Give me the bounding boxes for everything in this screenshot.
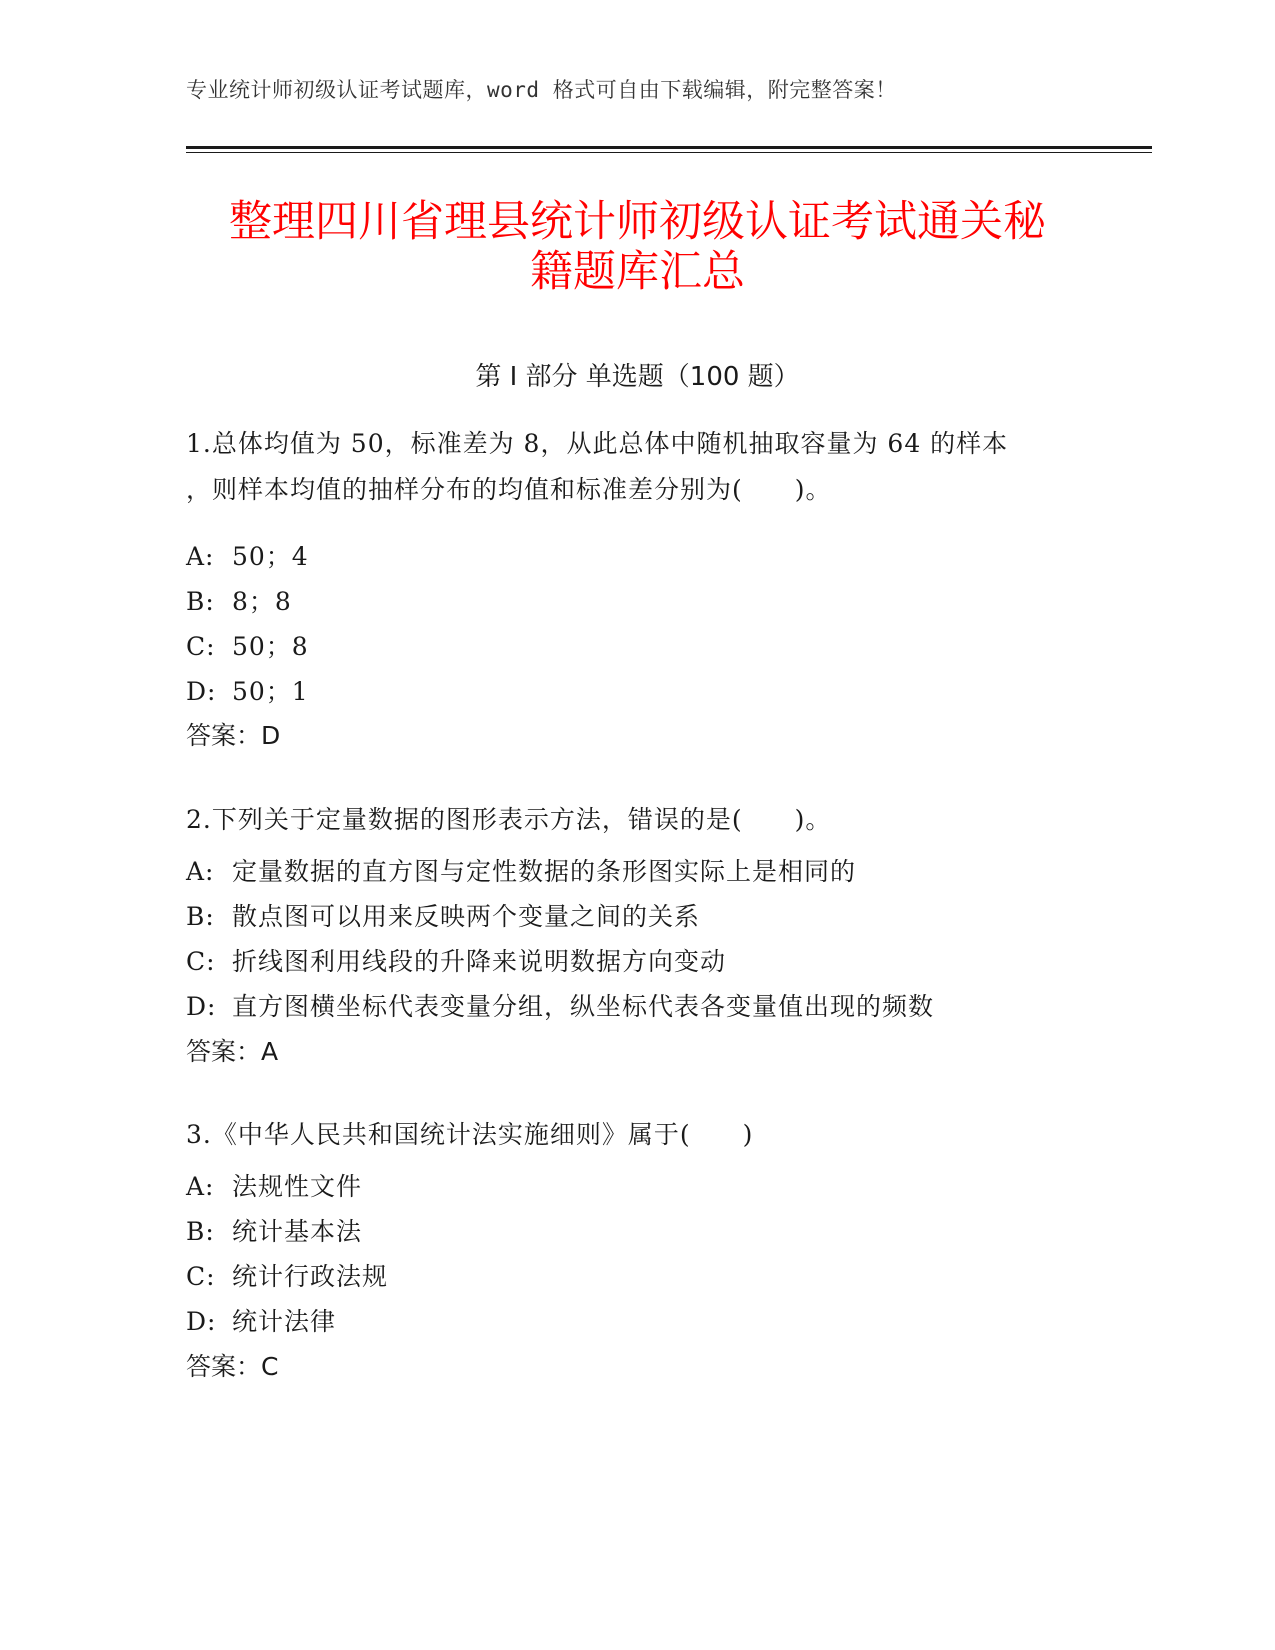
question-2-option-d (186, 987, 934, 1023)
question-3-stem (186, 1112, 1086, 1158)
option-letter: C: (186, 947, 216, 976)
option-letter: B: (186, 1217, 215, 1246)
option-text: 折线图利用线段的升降来说明数据方向变动 (232, 947, 727, 976)
question-3-option-c (186, 1257, 388, 1293)
document-title (160, 197, 1115, 297)
option-text: 50；4 (232, 542, 309, 571)
question-1-answer: 答案：D (186, 721, 281, 750)
question-1-stem (186, 421, 1086, 513)
question-2-option-b (186, 897, 700, 933)
option-text: 50；1 (232, 677, 309, 706)
question-2-stem (186, 797, 1086, 843)
question-2-stem-line-1: 2.下列关于定量数据的图形表示方法，错误的是( )。 (186, 805, 832, 834)
option-text: 定量数据的直方图与定性数据的条形图实际上是相同的 (232, 857, 857, 886)
header-note: 专业统计师初级认证考试题库，word 格式可自由下载编辑，附完整答案！ (186, 78, 897, 102)
question-1-option-c (186, 627, 309, 663)
option-text: 统计行政法规 (232, 1262, 389, 1291)
question-2-answer: 答案：A (186, 1037, 279, 1066)
document-title-line-1: 整理四川省理县统计师初级认证考试通关秘 (229, 197, 1046, 247)
question-3-option-d (186, 1302, 336, 1338)
option-text: 法规性文件 (232, 1172, 363, 1201)
option-letter: B: (186, 587, 215, 616)
option-text: 统计法律 (232, 1307, 337, 1336)
question-3-option-a (186, 1167, 362, 1203)
option-letter: A: (186, 857, 215, 886)
question-2-option-c (186, 942, 726, 978)
question-1-option-a (186, 537, 309, 573)
section-title: 第 I 部分 单选题（100 题） (475, 362, 800, 392)
question-3-answer: 答案：C (186, 1352, 279, 1381)
question-2-option-a (186, 852, 856, 888)
option-letter: D: (186, 1307, 217, 1336)
option-text: 直方图横坐标代表变量分组，纵坐标代表各变量值出现的频数 (232, 992, 935, 1021)
question-3-stem-line-1: 3.《中华人民共和国统计法实施细则》属于( ) (186, 1120, 754, 1149)
header-rule-thick (186, 146, 1152, 149)
option-text: 散点图可以用来反映两个变量之间的关系 (232, 902, 701, 931)
option-letter: A: (186, 1172, 215, 1201)
option-text: 8；8 (232, 587, 292, 616)
question-3-option-b (186, 1212, 362, 1248)
option-letter: D: (186, 677, 217, 706)
option-letter: D: (186, 992, 217, 1021)
question-1-stem-line-1: 1.总体均值为 50，标准差为 8，从此总体中随机抽取容量为 64 的样本 (186, 429, 1009, 458)
option-letter: C: (186, 1262, 216, 1291)
question-1-stem-line-2: ，则样本均值的抽样分布的均值和标准差分别为( )。 (186, 475, 832, 504)
question-1-option-b (186, 582, 292, 618)
header-rule-thin (186, 152, 1152, 153)
option-text: 统计基本法 (232, 1217, 363, 1246)
document-title-line-2: 籍题库汇总 (530, 247, 745, 297)
question-1-option-d (186, 672, 309, 708)
option-text: 50；8 (232, 632, 309, 661)
option-letter: B: (186, 902, 215, 931)
option-letter: C: (186, 632, 216, 661)
option-letter: A: (186, 542, 215, 571)
